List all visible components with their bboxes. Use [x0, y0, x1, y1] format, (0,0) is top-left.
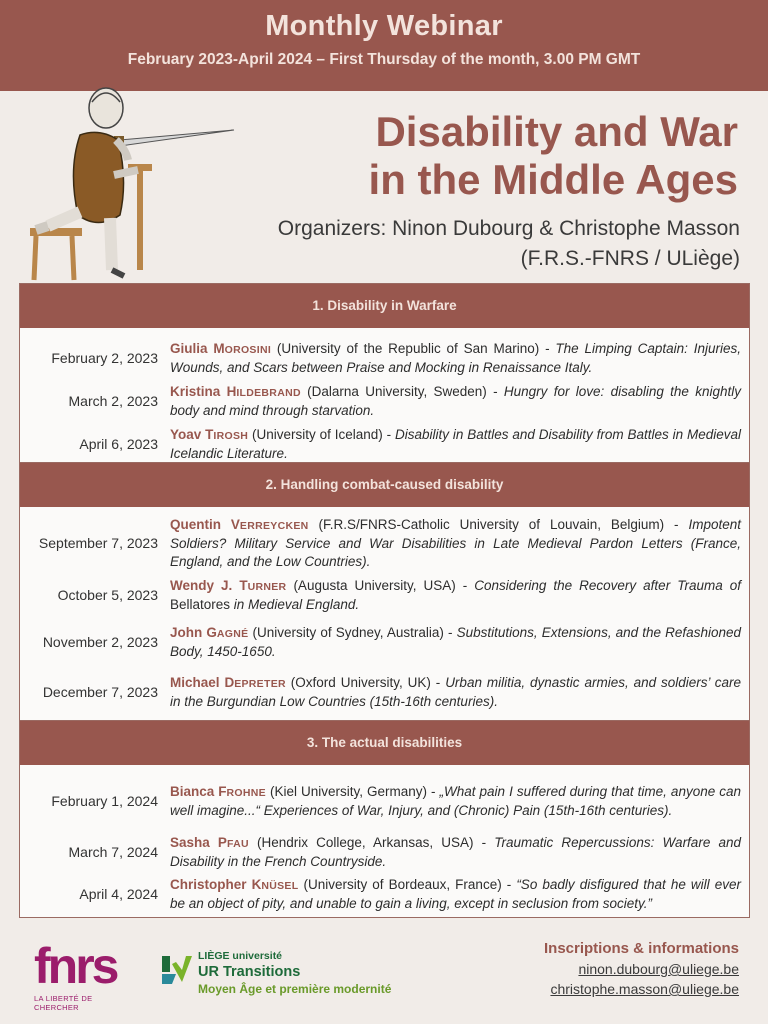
entry-date: February 1, 2024: [51, 793, 158, 809]
speaker-affiliation: (Augusta University, USA) -: [286, 577, 475, 593]
schedule-entry: [20, 513, 741, 573]
fnrs-tagline: LA LIBERTÉ DE CHERCHER: [34, 994, 93, 1012]
entry-date: February 2, 2023: [51, 350, 158, 366]
uliege-emblem-icon: [160, 952, 194, 988]
speaker-affiliation: (Dalarna University, Sweden) -: [300, 383, 504, 399]
schedule-entry: [20, 337, 741, 379]
speaker-name: Wendy J. TURNER: [170, 577, 287, 593]
section-header: 1. Disability in Warfare: [20, 284, 749, 328]
speaker-affiliation: (University of Bordeaux, France) -: [298, 876, 517, 892]
speaker-affiliation: (F.R.S/FNRS-Catholic University of Louvain, Belgium) -: [308, 516, 689, 532]
speaker-affiliation: (University of Sydney, Australia) -: [248, 624, 457, 640]
entry-description: [170, 577, 741, 614]
talk-title: The Limping Captain: Injuries, Wounds, and Scars between Praise and Mocking in Renaissance Italy.: [170, 340, 741, 375]
section-header: 3. The actual disabilities: [20, 721, 749, 765]
entry-date: March 7, 2024: [68, 844, 158, 860]
email-link-dubourg[interactable]: ninon.dubourg@uliege.be: [578, 961, 739, 977]
page-title: [369, 108, 738, 204]
top-banner: [0, 0, 768, 91]
entry-date: December 7, 2023: [42, 684, 158, 700]
speaker-name: Yoav TIROSH: [170, 426, 249, 442]
entry-description: [170, 383, 741, 420]
speaker-name: Sasha PFAU: [170, 834, 249, 850]
entry-description: [170, 340, 741, 377]
uliege-line-1: LIÈGE université: [198, 950, 283, 962]
entry-description: [170, 834, 741, 871]
speaker-name: Michael DEPRETER: [170, 674, 286, 690]
entry-date: November 2, 2023: [42, 634, 158, 650]
entry-description: [170, 516, 741, 571]
section-body: [20, 328, 749, 463]
talk-title: Impotent Soldiers? Military Service and War Disabilities in Late Medieval Pardon Letters (France, England, and the Low Countries).: [170, 516, 741, 569]
title-line-2: in the Middle Ages: [368, 156, 738, 203]
speaker-name: Kristina HILDEBRAND: [170, 383, 301, 399]
title-line-1: Disability and War: [375, 108, 738, 155]
talk-title: Substitutions, Extensions, and the Refashioned Body, 1450-1650.: [170, 624, 741, 659]
medieval-knight-illustration: [28, 80, 238, 285]
entry-date: September 7, 2023: [38, 535, 158, 551]
contact-info: [544, 940, 739, 999]
entry-description: [170, 674, 741, 711]
speaker-name: Bianca FROHNE: [170, 783, 266, 799]
email-link-masson[interactable]: christophe.masson@uliege.be: [550, 981, 739, 997]
section-body: [20, 765, 749, 917]
entry-description: [170, 624, 741, 661]
speaker-affiliation: (Oxford University, UK) -: [285, 674, 446, 690]
organizers: [278, 214, 740, 274]
entry-description: [170, 426, 741, 463]
organizers-names: Organizers: Ninon Dubourg & Christophe Masson: [277, 217, 740, 240]
uliege-logo: [160, 952, 400, 1012]
talk-title: Hungry for love: disabling the knightly body and mind through starvation.: [170, 383, 741, 418]
entry-date: April 6, 2023: [79, 436, 158, 452]
speaker-name: Quentin VERREYCKEN: [170, 516, 309, 532]
talk-title: Considering the Recovery after Trauma of: [474, 577, 741, 593]
fnrs-wordmark: fnrs: [34, 938, 117, 994]
schedule-entry: [20, 379, 741, 423]
schedule-entry: [20, 667, 741, 717]
speaker-name: Christopher KNÜSEL: [170, 876, 299, 892]
talk-title: Disability in Battles and Disability from Battles in Medieval Icelandic Literature.: [170, 426, 741, 461]
talk-title-latin: Bellatores: [170, 596, 231, 612]
uliege-line-3: Moyen Âge et première modernité: [198, 982, 392, 996]
talk-title: Traumatic Repercussions: Warfare and Disability in the French Countryside.: [170, 834, 741, 869]
fnrs-logo: [34, 938, 139, 1018]
schedule-entry: [20, 873, 741, 915]
schedule-entry: [20, 831, 741, 873]
program-table: [19, 283, 750, 918]
speaker-name: Giulia MOROSINI: [170, 340, 272, 356]
contact-title: Inscriptions & informations: [543, 940, 739, 957]
organizers-affiliation: (F.R.S.-FNRS / ULiège): [520, 247, 740, 270]
talk-title: „What pain I suffered during that time, anyone can well imagine...“ Experiences of War, Injury, and (Chronic) Pain (15th-16th centuries).: [170, 783, 741, 818]
speaker-affiliation: (Hendrix College, Arkansas, USA) -: [248, 834, 495, 850]
footer: [0, 930, 768, 1024]
entry-date: March 2, 2023: [68, 393, 158, 409]
entry-description: [170, 783, 741, 820]
speaker-affiliation: (Kiel University, Germany) -: [265, 783, 440, 799]
banner-subtitle: February 2023-April 2024 – First Thursday of the month, 3.00 PM GMT: [127, 51, 641, 68]
entry-description: [170, 876, 741, 913]
talk-title-tail: in Medieval England.: [230, 596, 360, 612]
schedule-entry: [20, 573, 741, 617]
section-body: [20, 507, 749, 721]
entry-date: April 4, 2024: [79, 886, 158, 902]
banner-title: Monthly Webinar: [265, 10, 503, 42]
section-header: 2. Handling combat-caused disability: [20, 463, 749, 507]
talk-title: “So badly disfigured that he will ever be an object of pity, and unable to gain a living, except in seclusion from society.”: [170, 876, 741, 911]
schedule-entry: [20, 423, 741, 465]
talk-title: Urban militia, dynastic armies, and soldiers’ care in the Burgundian Low Countries (15th-16th centuries).: [170, 674, 741, 709]
speaker-affiliation: (University of Iceland) -: [248, 426, 395, 442]
schedule-entry: [20, 771, 741, 831]
uliege-text: [198, 950, 391, 996]
uliege-line-2: UR Transitions: [198, 964, 301, 980]
speaker-affiliation: (University of the Republic of San Marino) -: [271, 340, 556, 356]
entry-date: October 5, 2023: [57, 587, 158, 603]
schedule-entry: [20, 617, 741, 667]
speaker-name: John GAGNÉ: [170, 624, 249, 640]
